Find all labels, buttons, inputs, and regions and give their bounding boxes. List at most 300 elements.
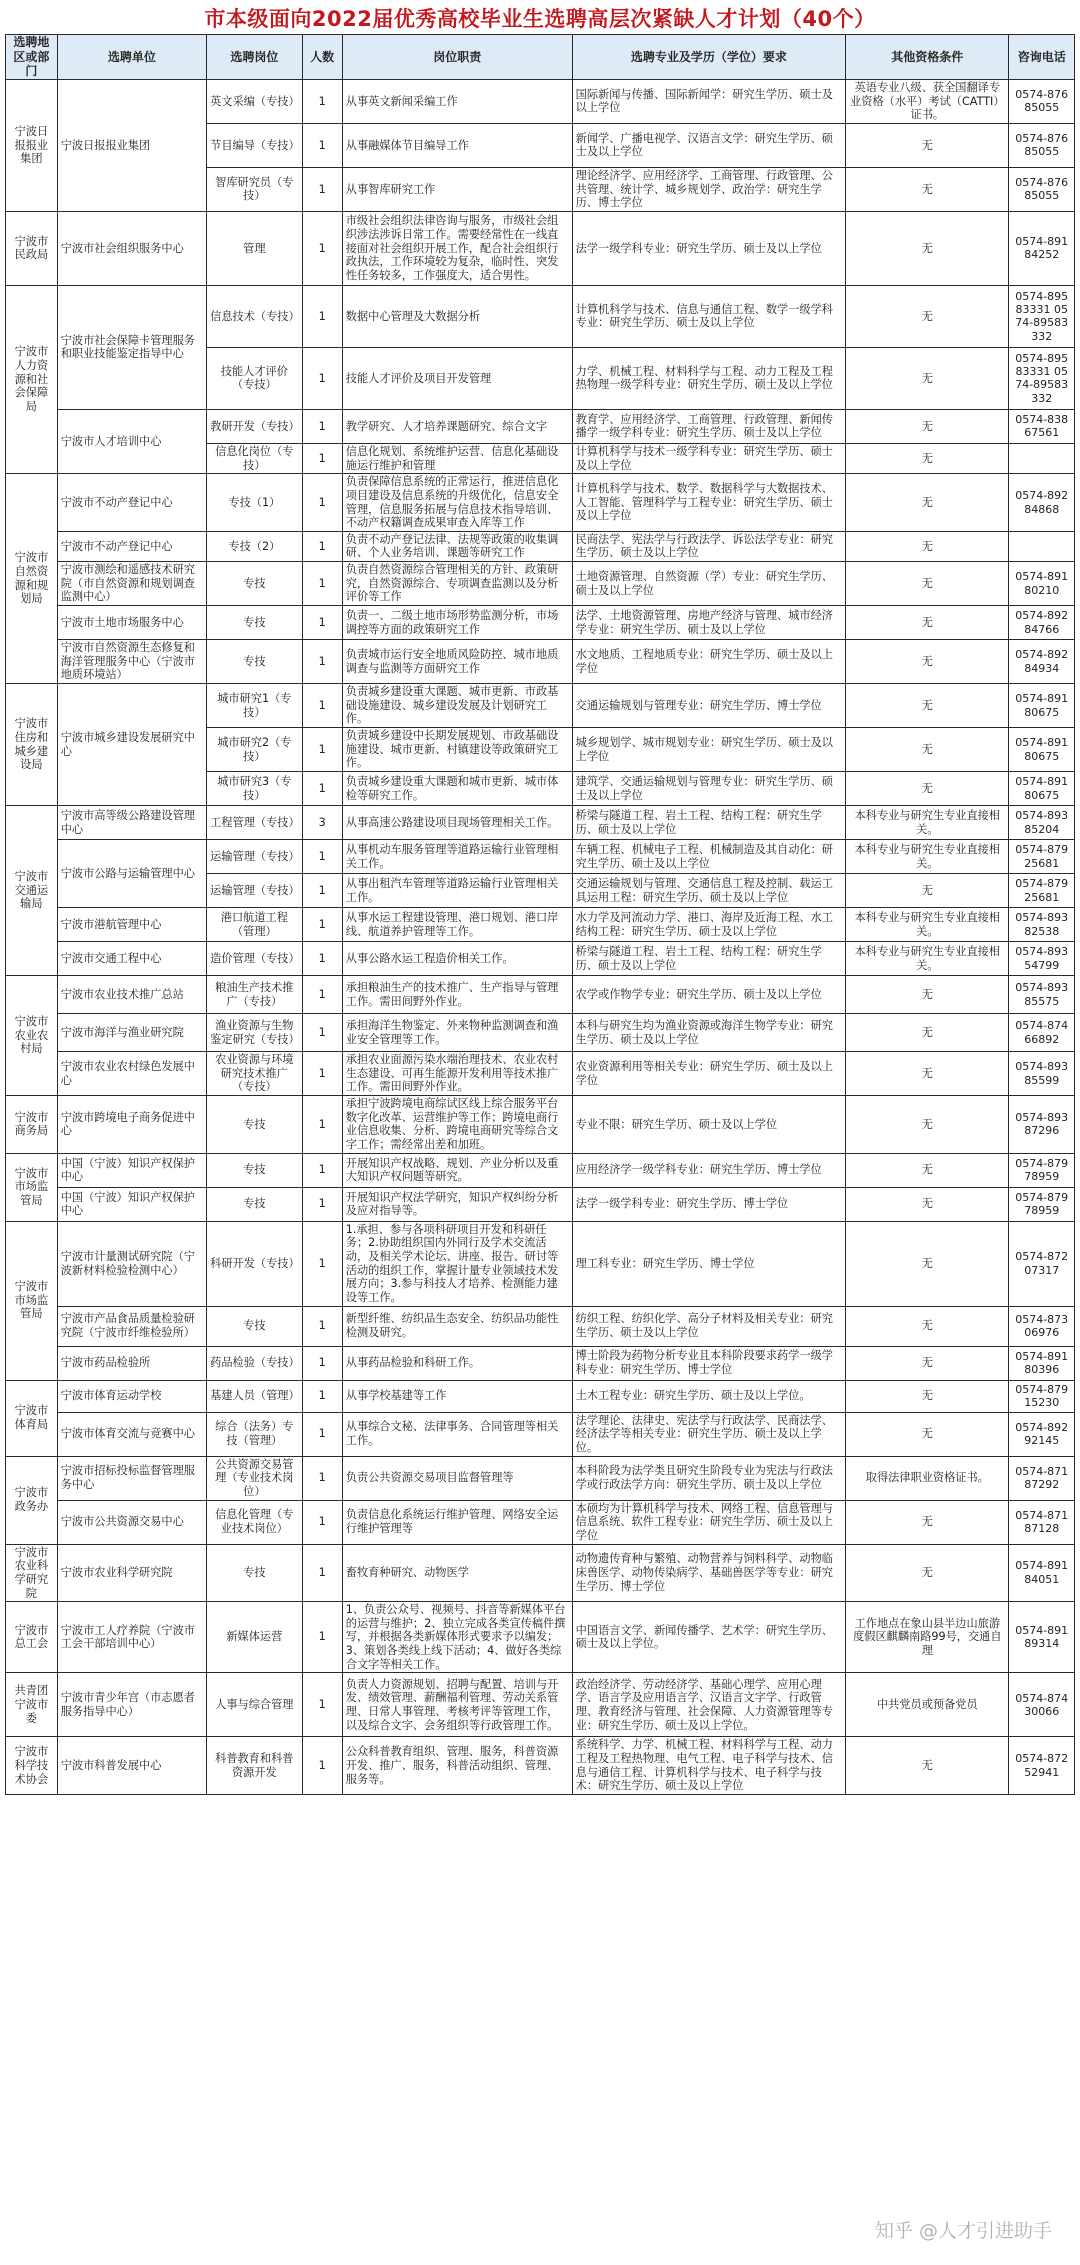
- requirement-cell: 土地资源管理、自然资源（学）专业：研究生学历、硕士及以上学位: [572, 562, 846, 606]
- position-cell: 科研开发（专技）: [207, 1221, 302, 1306]
- unit-cell: 宁波市自然资源生态修复和海洋管理服务中心（宁波市地质环境站）: [57, 640, 206, 684]
- unit-cell: 宁波市农业农村绿色发展中心: [57, 1052, 206, 1096]
- unit-cell: 中国（宁波）知识产权保护中心: [57, 1153, 206, 1187]
- phone-cell: 0574-87978959: [1009, 1153, 1075, 1187]
- other-cell: 无: [846, 1096, 1009, 1154]
- table-row: [6, 1306, 1075, 1346]
- requirement-cell: 计算机科学与技术、数学、数据科学与大数据技术、人工智能、管理科学与工程专业：研究生学历、硕士及以上学位: [572, 474, 846, 532]
- duty-cell: 教学研究、人才培养课题研究、综合文字: [342, 409, 572, 443]
- unit-cell: 宁波市体育交流与竞赛中心: [57, 1412, 206, 1456]
- other-cell: 无: [846, 1052, 1009, 1096]
- dept-cell: 宁波市科学技术协会: [6, 1737, 58, 1795]
- phone-cell: 0574-87685055: [1009, 123, 1075, 167]
- phone-cell: 0574-87187128: [1009, 1500, 1075, 1544]
- unit-cell: 宁波市工人疗养院（宁波市工会干部培训中心）: [57, 1602, 206, 1673]
- duty-cell: 从事出租汽车管理等道路运输行业管理相关工作。: [342, 874, 572, 908]
- position-cell: 英文采编（专技）: [207, 79, 302, 123]
- table-body: [6, 79, 1075, 1794]
- dept-cell: 宁波市体育局: [6, 1380, 58, 1456]
- unit-cell: 宁波市产品食品质量检验研究院（宁波市纤维检验所）: [57, 1306, 206, 1346]
- position-cell: 基建人员（管理）: [207, 1380, 302, 1412]
- other-cell: 无: [846, 640, 1009, 684]
- duty-cell: 负责城乡建设重大课题、城市更新、市政基础设施建设、城乡建设发展及计划研究工作。: [342, 684, 572, 728]
- count-cell: 1: [302, 1153, 342, 1187]
- count-cell: 1: [302, 211, 342, 285]
- table-row: [6, 1096, 1075, 1154]
- table-row: [6, 684, 1075, 728]
- duty-cell: 承担海洋生物鉴定、外来物种监测调查和渔业安全管理等工作。: [342, 1014, 572, 1052]
- duty-cell: 负责城乡建设重大课题和城市更新、城市体检等研究工作。: [342, 772, 572, 806]
- other-cell: 无: [846, 474, 1009, 532]
- phone-cell: 0574-89385204: [1009, 806, 1075, 840]
- position-cell: 港口航道工程（管理）: [207, 908, 302, 942]
- position-cell: 专技: [207, 606, 302, 640]
- unit-cell: 中国（宁波）知识产权保护中心: [57, 1187, 206, 1221]
- requirement-cell: 系统科学、力学、机械工程、材料科学与工程、动力工程及工程热物理、电气工程、电子科学与技术、信息与通信工程、计算机科学与技术、电子科学与技术：研究生学历、硕士及以上学位: [572, 1737, 846, 1795]
- count-cell: 1: [302, 908, 342, 942]
- other-cell: 无: [846, 1544, 1009, 1602]
- position-cell: 专技（1）: [207, 474, 302, 532]
- table-row: [6, 976, 1075, 1014]
- phone-cell: 0574-87430066: [1009, 1673, 1075, 1737]
- other-cell: 本科专业与研究生专业直接相关。: [846, 806, 1009, 840]
- other-cell: 无: [846, 167, 1009, 211]
- count-cell: 1: [302, 874, 342, 908]
- page-title: 市本级面向2022届优秀高校毕业生选聘高层次紧缺人才计划（40个）: [204, 7, 876, 31]
- unit-cell: 宁波市社会组织服务中心: [57, 211, 206, 285]
- duty-cell: 从事综合文秘、法律事务、合同管理等相关工作。: [342, 1412, 572, 1456]
- count-cell: 1: [302, 285, 342, 347]
- table-row: [6, 606, 1075, 640]
- requirement-cell: 法学、土地资源管理、房地产经济与管理、城市经济学专业：研究生学历、硕士及以上学位: [572, 606, 846, 640]
- position-cell: 运输管理（专技）: [207, 874, 302, 908]
- phone-cell: 0574-89180396: [1009, 1346, 1075, 1380]
- dept-cell: 宁波市市场监管局: [6, 1221, 58, 1380]
- phone-cell: 0574-89284934: [1009, 640, 1075, 684]
- phone-cell: 0574-89180210: [1009, 562, 1075, 606]
- position-cell: 公共资源交易管理（专业技术岗位）: [207, 1456, 302, 1500]
- duty-cell: 从事智库研究工作: [342, 167, 572, 211]
- header-dept: 选聘地区或部门: [6, 35, 58, 80]
- other-cell: 无: [846, 1187, 1009, 1221]
- count-cell: 1: [302, 167, 342, 211]
- other-cell: 取得法律职业资格证书。: [846, 1456, 1009, 1500]
- count-cell: 1: [302, 942, 342, 976]
- count-cell: 3: [302, 806, 342, 840]
- duty-cell: 畜牧育种研究、动物医学: [342, 1544, 572, 1602]
- phone-cell: 0574-89180675: [1009, 772, 1075, 806]
- table-row: [6, 1602, 1075, 1673]
- duty-cell: 公众科普教育组织、管理、服务，科普资源开发、推广、服务，科普活动组织、管理、服务等。: [342, 1737, 572, 1795]
- count-cell: 1: [302, 1306, 342, 1346]
- unit-cell: 宁波市港航管理中心: [57, 908, 206, 942]
- requirement-cell: 城乡规划学、城市规划专业：研究生学历、硕士及以上学位: [572, 728, 846, 772]
- position-cell: 智库研究员（专技）: [207, 167, 302, 211]
- phone-cell: [1009, 443, 1075, 473]
- count-cell: 1: [302, 474, 342, 532]
- requirement-cell: 农学或作物学专业：研究生学历、硕士及以上学位: [572, 976, 846, 1014]
- table-row: [6, 409, 1075, 443]
- unit-cell: 宁波市土地市场服务中心: [57, 606, 206, 640]
- phone-cell: 0574-89387296: [1009, 1096, 1075, 1154]
- requirement-cell: 土木工程专业：研究生学历、硕士及以上学位。: [572, 1380, 846, 1412]
- count-cell: 1: [302, 1346, 342, 1380]
- other-cell: 无: [846, 1306, 1009, 1346]
- count-cell: 1: [302, 1096, 342, 1154]
- other-cell: 无: [846, 1014, 1009, 1052]
- count-cell: 1: [302, 531, 342, 561]
- requirement-cell: 本科与研究生均为渔业资源或海洋生物学专业：研究生学历、硕士及以上学位: [572, 1014, 846, 1052]
- watermark: 知乎 @人才引进助手: [874, 2220, 1052, 2242]
- unit-cell: 宁波市农业科学研究院: [57, 1544, 206, 1602]
- other-cell: 本科专业与研究生专业直接相关。: [846, 840, 1009, 874]
- duty-cell: 技能人才评价及项目开发管理: [342, 347, 572, 409]
- duty-cell: 数据中心管理及大数据分析: [342, 285, 572, 347]
- phone-cell: 0574-89385599: [1009, 1052, 1075, 1096]
- duty-cell: 从事机动车服务管理等道路运输行业管理相关工作。: [342, 840, 572, 874]
- other-cell: 无: [846, 976, 1009, 1014]
- phone-cell: 0574-87187292: [1009, 1456, 1075, 1500]
- count-cell: 1: [302, 1602, 342, 1673]
- requirement-cell: 中国语言文学、新闻传播学、艺术学：研究生学历、硕士及以上学位。: [572, 1602, 846, 1673]
- duty-cell: 负责自然资源综合管理相关的方针、政策研究，自然资源综合、专项调查监测以及分析评价等工作: [342, 562, 572, 606]
- unit-cell: 宁波市测绘和遥感技术研究院（市自然资源和规划调查监测中心）: [57, 562, 206, 606]
- count-cell: 1: [302, 123, 342, 167]
- count-cell: 1: [302, 684, 342, 728]
- document: [5, 4, 1075, 1795]
- phone-cell: 0574-89284766: [1009, 606, 1075, 640]
- duty-cell: 从事公路水运工程造价相关工作。: [342, 942, 572, 976]
- table-row: [6, 1380, 1075, 1412]
- requirement-cell: 理工科专业：研究生学历、博士学位: [572, 1221, 846, 1306]
- dept-cell: 宁波日报报业集团: [6, 79, 58, 211]
- count-cell: 1: [302, 1412, 342, 1456]
- phone-cell: 0574-89583331 0574-89583332: [1009, 347, 1075, 409]
- phone-cell: 0574-89180675: [1009, 684, 1075, 728]
- recruitment-table: [5, 34, 1075, 1795]
- requirement-cell: 本硕均为计算机科学与技术、网络工程、信息管理与信息系统、软件工程专业：研究生学历、硕士及以上学位: [572, 1500, 846, 1544]
- count-cell: 1: [302, 409, 342, 443]
- count-cell: 1: [302, 772, 342, 806]
- position-cell: 城市研究2（专技）: [207, 728, 302, 772]
- table-row: [6, 79, 1075, 123]
- duty-cell: 负责人力资源规划、招聘与配置、培训与开发、绩效管理、薪酬福利管理、劳动关系管理、日常人事管理、考核考评等管理工作，以及综合文字、会务组织等行政管理工作。: [342, 1673, 572, 1737]
- position-cell: 人事与综合管理: [207, 1673, 302, 1737]
- dept-cell: 宁波市民政局: [6, 211, 58, 285]
- header-unit: 选聘单位: [57, 35, 206, 80]
- unit-cell: 宁波市社会保障卡管理服务和职业技能鉴定指导中心: [57, 285, 206, 409]
- count-cell: 1: [302, 976, 342, 1014]
- unit-cell: 宁波市交通工程中心: [57, 942, 206, 976]
- count-cell: 1: [302, 840, 342, 874]
- count-cell: 1: [302, 1052, 342, 1096]
- other-cell: 英语专业八级、获全国翻译专业资格（水平）考试（CATTI）证书。: [846, 79, 1009, 123]
- other-cell: 无: [846, 772, 1009, 806]
- other-cell: 无: [846, 1153, 1009, 1187]
- duty-cell: 负责城乡建设中长期发展规划、市政基础设施建设、城市更新、村镇建设等政策研究工作。: [342, 728, 572, 772]
- dept-cell: 宁波市农业科学研究院: [6, 1544, 58, 1602]
- requirement-cell: 新闻学、广播电视学、汉语言文学：研究生学历、硕士及以上学位: [572, 123, 846, 167]
- phone-cell: 0574-87925681: [1009, 840, 1075, 874]
- count-cell: 1: [302, 347, 342, 409]
- phone-cell: 0574-89180675: [1009, 728, 1075, 772]
- phone-cell: 0574-89189314: [1009, 1602, 1075, 1673]
- table-header-row: [6, 35, 1075, 80]
- position-cell: 新媒体运营: [207, 1602, 302, 1673]
- requirement-cell: 理论经济学、应用经济学、工商管理、行政管理、公共管理、统计学、城乡规划学、政治学：研究生学历、博士学位: [572, 167, 846, 211]
- position-cell: 节目编导（专技）: [207, 123, 302, 167]
- table-row: [6, 1412, 1075, 1456]
- requirement-cell: 计算机科学与技术一级学科专业：研究生学历、硕士及以上学位: [572, 443, 846, 473]
- phone-cell: 0574-89354799: [1009, 942, 1075, 976]
- table-row: [6, 806, 1075, 840]
- position-cell: 专技: [207, 562, 302, 606]
- phone-cell: [1009, 531, 1075, 561]
- count-cell: 1: [302, 1014, 342, 1052]
- table-row: [6, 211, 1075, 285]
- duty-cell: 负责公共资源交易项目监督管理等: [342, 1456, 572, 1500]
- header-requirement: 选聘专业及学历（学位）要求: [572, 35, 846, 80]
- header-other: 其他资格条件: [846, 35, 1009, 80]
- other-cell: 本科专业与研究生专业直接相关。: [846, 908, 1009, 942]
- other-cell: 无: [846, 347, 1009, 409]
- unit-cell: 宁波市跨境电子商务促进中心: [57, 1096, 206, 1154]
- other-cell: 无: [846, 728, 1009, 772]
- other-cell: 无: [846, 1346, 1009, 1380]
- phone-cell: 0574-89583331 0574-89583332: [1009, 285, 1075, 347]
- count-cell: 1: [302, 606, 342, 640]
- phone-cell: 0574-87306976: [1009, 1306, 1075, 1346]
- dept-cell: 宁波市交通运输局: [6, 806, 58, 976]
- table-row: [6, 908, 1075, 942]
- duty-cell: 承担粮油生产的技术推广、生产指导与管理工作。需田间野外作业。: [342, 976, 572, 1014]
- duty-cell: 从事融媒体节目编导工作: [342, 123, 572, 167]
- other-cell: 工作地点在象山县半边山旅游度假区麒麟南路99号，交通自理: [846, 1602, 1009, 1673]
- requirement-cell: 政治经济学、劳动经济学、基础心理学、应用心理学、语言学及应用语言学、汉语言文字学、行政管理、教育经济与管理、社会保障、人力资源管理等专业：研究生学历、硕士及以上学位。: [572, 1673, 846, 1737]
- dept-cell: 宁波市人力资源和社会保障局: [6, 285, 58, 473]
- requirement-cell: 本科阶段为法学类且研究生阶段专业为宪法与行政法学或行政法学方向：研究生学历、硕士及以上学位: [572, 1456, 846, 1500]
- requirement-cell: 专业不限：研究生学历、硕士及以上学位: [572, 1096, 846, 1154]
- table-row: [6, 1673, 1075, 1737]
- position-cell: 城市研究1（专技）: [207, 684, 302, 728]
- position-cell: 专技: [207, 1153, 302, 1187]
- requirement-cell: 水文地质、工程地质专业：研究生学历、硕士及以上学位: [572, 640, 846, 684]
- table-row: [6, 1221, 1075, 1306]
- position-cell: 科普教育和科普资源开发: [207, 1737, 302, 1795]
- dept-cell: 宁波市住房和城乡建设局: [6, 684, 58, 806]
- phone-cell: 0574-89184252: [1009, 211, 1075, 285]
- duty-cell: 开展知识产权战略、规划、产业分析以及重大知识产权问题等研究。: [342, 1153, 572, 1187]
- table-row: [6, 474, 1075, 532]
- phone-cell: 0574-87207317: [1009, 1221, 1075, 1306]
- count-cell: 1: [302, 1500, 342, 1544]
- position-cell: 专技: [207, 1187, 302, 1221]
- unit-cell: 宁波日报报业集团: [57, 79, 206, 211]
- duty-cell: 信息化规划、系统维护运营、信息化基础设施运行维护和管理: [342, 443, 572, 473]
- table-row: [6, 1187, 1075, 1221]
- position-cell: 综合（法务）专技（管理）: [207, 1412, 302, 1456]
- requirement-cell: 法学一级学科专业：研究生学历、硕士及以上学位: [572, 211, 846, 285]
- unit-cell: 宁波市计量测试研究院（宁波新材料检验检测中心）: [57, 1221, 206, 1306]
- count-cell: 1: [302, 1456, 342, 1500]
- duty-cell: 承担农业面源污染水端治理技术、农业农村生态建设、可再生能源开发利用等技术推广工作。需田间野外作业。: [342, 1052, 572, 1096]
- other-cell: 本科专业与研究生专业直接相关。: [846, 942, 1009, 976]
- duty-cell: 开展知识产权法学研究，知识产权纠纷分析及应对指导等。: [342, 1187, 572, 1221]
- phone-cell: 0574-89184051: [1009, 1544, 1075, 1602]
- count-cell: 1: [302, 640, 342, 684]
- duty-cell: 1.承担、参与各项科研项目开发和科研任务；2.协助组织国内外同行及学术交流活动，及相关学术论坛、讲座、报告、研讨等活动的组织工作，掌握计量专业领域技术发展方向；3.参与科技人才培养、检测能力建设等工作。: [342, 1221, 572, 1306]
- count-cell: 1: [302, 79, 342, 123]
- table-row: [6, 1052, 1075, 1096]
- requirement-cell: 交通运输规划与管理、交通信息工程及控制、载运工具运用工程：研究生学历、硕士及以上学位: [572, 874, 846, 908]
- unit-cell: 宁波市不动产登记中心: [57, 474, 206, 532]
- dept-cell: 宁波市总工会: [6, 1602, 58, 1673]
- count-cell: 1: [302, 1737, 342, 1795]
- requirement-cell: 教育学、应用经济学、工商管理、行政管理、新闻传播学一级学科专业：研究生学历、硕士及以上学位: [572, 409, 846, 443]
- position-cell: 造价管理（专技）: [207, 942, 302, 976]
- unit-cell: 宁波市海洋与渔业研究院: [57, 1014, 206, 1052]
- other-cell: 无: [846, 1500, 1009, 1544]
- requirement-cell: 桥梁与隧道工程、岩土工程、结构工程：研究生学历、硕士及以上学位: [572, 806, 846, 840]
- requirement-cell: 法学一级学科专业：研究生学历、博士学位: [572, 1187, 846, 1221]
- unit-cell: 宁波市公路与运输管理中心: [57, 840, 206, 908]
- requirement-cell: 桥梁与隧道工程、岩土工程、结构工程：研究生学历、硕士及以上学位: [572, 942, 846, 976]
- requirement-cell: 水力学及河流动力学、港口、海岸及近海工程、水工结构工程：研究生学历、硕士及以上学位: [572, 908, 846, 942]
- duty-cell: 从事高速公路建设项目现场管理相关工作。: [342, 806, 572, 840]
- unit-cell: 宁波市招标投标监督管理服务中心: [57, 1456, 206, 1500]
- phone-cell: 0574-87252941: [1009, 1737, 1075, 1795]
- count-cell: 1: [302, 443, 342, 473]
- position-cell: 城市研究3（专技）: [207, 772, 302, 806]
- other-cell: 中共党员或预备党员: [846, 1673, 1009, 1737]
- requirement-cell: 车辆工程、机械电子工程、机械制造及其自动化：研究生学历、硕士及以上学位: [572, 840, 846, 874]
- position-cell: 信息化岗位（专技）: [207, 443, 302, 473]
- table-row: [6, 1153, 1075, 1187]
- dept-cell: 宁波市自然资源和规划局: [6, 474, 58, 684]
- dept-cell: 共青团宁波市委: [6, 1673, 58, 1737]
- dept-cell: 宁波市市场监管局: [6, 1153, 58, 1221]
- other-cell: 无: [846, 409, 1009, 443]
- phone-cell: 0574-87978959: [1009, 1187, 1075, 1221]
- position-cell: 专技: [207, 1544, 302, 1602]
- table-row: [6, 640, 1075, 684]
- duty-cell: 承担宁波跨境电商综试区线上综合服务平台数字化改革、运营维护等工作；跨境电商行业信息收集、分析、跨境电商研究等综合文字工作；需经常出差和加班。: [342, 1096, 572, 1154]
- phone-cell: 0574-87685055: [1009, 167, 1075, 211]
- other-cell: 无: [846, 123, 1009, 167]
- count-cell: 1: [302, 1544, 342, 1602]
- table-row: [6, 1737, 1075, 1795]
- other-cell: 无: [846, 1737, 1009, 1795]
- requirement-cell: 动物遗传育种与繁殖、动物营养与饲料科学、动物临床兽医学、动物传染病学、基础兽医学等专业：研究生学历、博士学位: [572, 1544, 846, 1602]
- table-row: [6, 1500, 1075, 1544]
- duty-cell: 新型纤维、纺织品生态安全、纺织品功能性检测及研究。: [342, 1306, 572, 1346]
- duty-cell: 从事英文新闻采编工作: [342, 79, 572, 123]
- phone-cell: 0574-87925681: [1009, 874, 1075, 908]
- position-cell: 专技: [207, 640, 302, 684]
- position-cell: 粮油生产技术推广（专技）: [207, 976, 302, 1014]
- other-cell: 无: [846, 562, 1009, 606]
- dept-cell: 宁波市农业农村局: [6, 976, 58, 1096]
- phone-cell: 0574-89385575: [1009, 976, 1075, 1014]
- header-position: 选聘岗位: [207, 35, 302, 80]
- table-row: [6, 562, 1075, 606]
- position-cell: 农业资源与环境研究技术推广（专技）: [207, 1052, 302, 1096]
- position-cell: 管理: [207, 211, 302, 285]
- requirement-cell: 交通运输规划与管理专业：研究生学历、博士学位: [572, 684, 846, 728]
- table-row: [6, 1346, 1075, 1380]
- unit-cell: 宁波市体育运动学校: [57, 1380, 206, 1412]
- unit-cell: 宁波市药品检验所: [57, 1346, 206, 1380]
- header-phone: 咨询电话: [1009, 35, 1075, 80]
- position-cell: 药品检验（专技）: [207, 1346, 302, 1380]
- unit-cell: 宁波市人才培训中心: [57, 409, 206, 473]
- requirement-cell: 建筑学、交通运输规划与管理专业：研究生学历、硕士及以上学位: [572, 772, 846, 806]
- requirement-cell: 计算机科学与技术、信息与通信工程、数学一级学科专业：研究生学历、硕士及以上学位: [572, 285, 846, 347]
- phone-cell: 0574-87685055: [1009, 79, 1075, 123]
- unit-cell: 宁波市不动产登记中心: [57, 531, 206, 561]
- requirement-cell: 纺织工程、纺织化学、高分子材料及相关专业：研究生学历、硕士及以上学位: [572, 1306, 846, 1346]
- table-row: [6, 942, 1075, 976]
- dept-cell: 宁波市政务办: [6, 1456, 58, 1544]
- position-cell: 信息化管理（专业技术岗位）: [207, 1500, 302, 1544]
- duty-cell: 从事药品检验和科研工作。: [342, 1346, 572, 1380]
- requirement-cell: 法学理论、法律史、宪法学与行政法学、民商法学、经济法学等相关专业：研究生学历、硕士及以上学位。: [572, 1412, 846, 1456]
- duty-cell: 负责不动产登记法律、法规等政策的收集调研、个人业务培训、课题等研究工作: [342, 531, 572, 561]
- unit-cell: 宁波市农业技术推广总站: [57, 976, 206, 1014]
- table-row: [6, 531, 1075, 561]
- position-cell: 渔业资源与生物鉴定研究（专技）: [207, 1014, 302, 1052]
- other-cell: 无: [846, 1221, 1009, 1306]
- position-cell: 信息技术（专技）: [207, 285, 302, 347]
- position-cell: 技能人才评价（专技）: [207, 347, 302, 409]
- unit-cell: 宁波市青少年宫（市志愿者服务指导中心）: [57, 1673, 206, 1737]
- duty-cell: 负责一、二级土地市场形势监测分析，市场调控等方面的政策研究工作: [342, 606, 572, 640]
- duty-cell: 市级社会组织法律咨询与服务，市级社会组织涉法涉诉日常工作。需要经常性在一线直接面对社会组织开展工作，配合社会组织行政执法，工作环境较为复杂，临时性、突发性任务较多，工作强度大，适合男性。: [342, 211, 572, 285]
- duty-cell: 负责信息化系统运行维护管理、网络安全运行维护管理等: [342, 1500, 572, 1544]
- position-cell: 教研开发（专技）: [207, 409, 302, 443]
- table-row: [6, 1014, 1075, 1052]
- unit-cell: 宁波市公共资源交易中心: [57, 1500, 206, 1544]
- duty-cell: 从事水运工程建设管理、港口规划、港口岸线、航道养护管理等工作。: [342, 908, 572, 942]
- phone-cell: 0574-89284868: [1009, 474, 1075, 532]
- count-cell: 1: [302, 1673, 342, 1737]
- position-cell: 工程管理（专技）: [207, 806, 302, 840]
- other-cell: 无: [846, 443, 1009, 473]
- other-cell: 无: [846, 1380, 1009, 1412]
- phone-cell: 0574-89292145: [1009, 1412, 1075, 1456]
- phone-cell: 0574-87915230: [1009, 1380, 1075, 1412]
- position-cell: 专技: [207, 1306, 302, 1346]
- unit-cell: 宁波市城乡建设发展研究中心: [57, 684, 206, 806]
- position-cell: 专技（2）: [207, 531, 302, 561]
- count-cell: 1: [302, 728, 342, 772]
- duty-cell: 负责保障信息系统的正常运行，推进信息化项目建设及信息系统的升级优化，信息安全管理，信息服务拓展与信息技术指导培训、不动产权籍调查成果审查入库等工作: [342, 474, 572, 532]
- dept-cell: 宁波市商务局: [6, 1096, 58, 1154]
- count-cell: 1: [302, 1187, 342, 1221]
- other-cell: 无: [846, 1412, 1009, 1456]
- table-row: [6, 840, 1075, 874]
- count-cell: 1: [302, 562, 342, 606]
- other-cell: 无: [846, 874, 1009, 908]
- header-duty: 岗位职责: [342, 35, 572, 80]
- count-cell: 1: [302, 1221, 342, 1306]
- phone-cell: 0574-83867561: [1009, 409, 1075, 443]
- table-row: [6, 1456, 1075, 1500]
- duty-cell: 1、负责公众号、视频号、抖音等新媒体平台的运营与维护；2、独立完成各类宣传稿件撰写，并根据各类新媒体形式要求予以编发；3、策划各类线上线下活动；4、做好各类综合文字等相关工作。: [342, 1602, 572, 1673]
- other-cell: 无: [846, 211, 1009, 285]
- other-cell: 无: [846, 684, 1009, 728]
- requirement-cell: 农业资源利用等相关专业：研究生学历、硕士及以上学位: [572, 1052, 846, 1096]
